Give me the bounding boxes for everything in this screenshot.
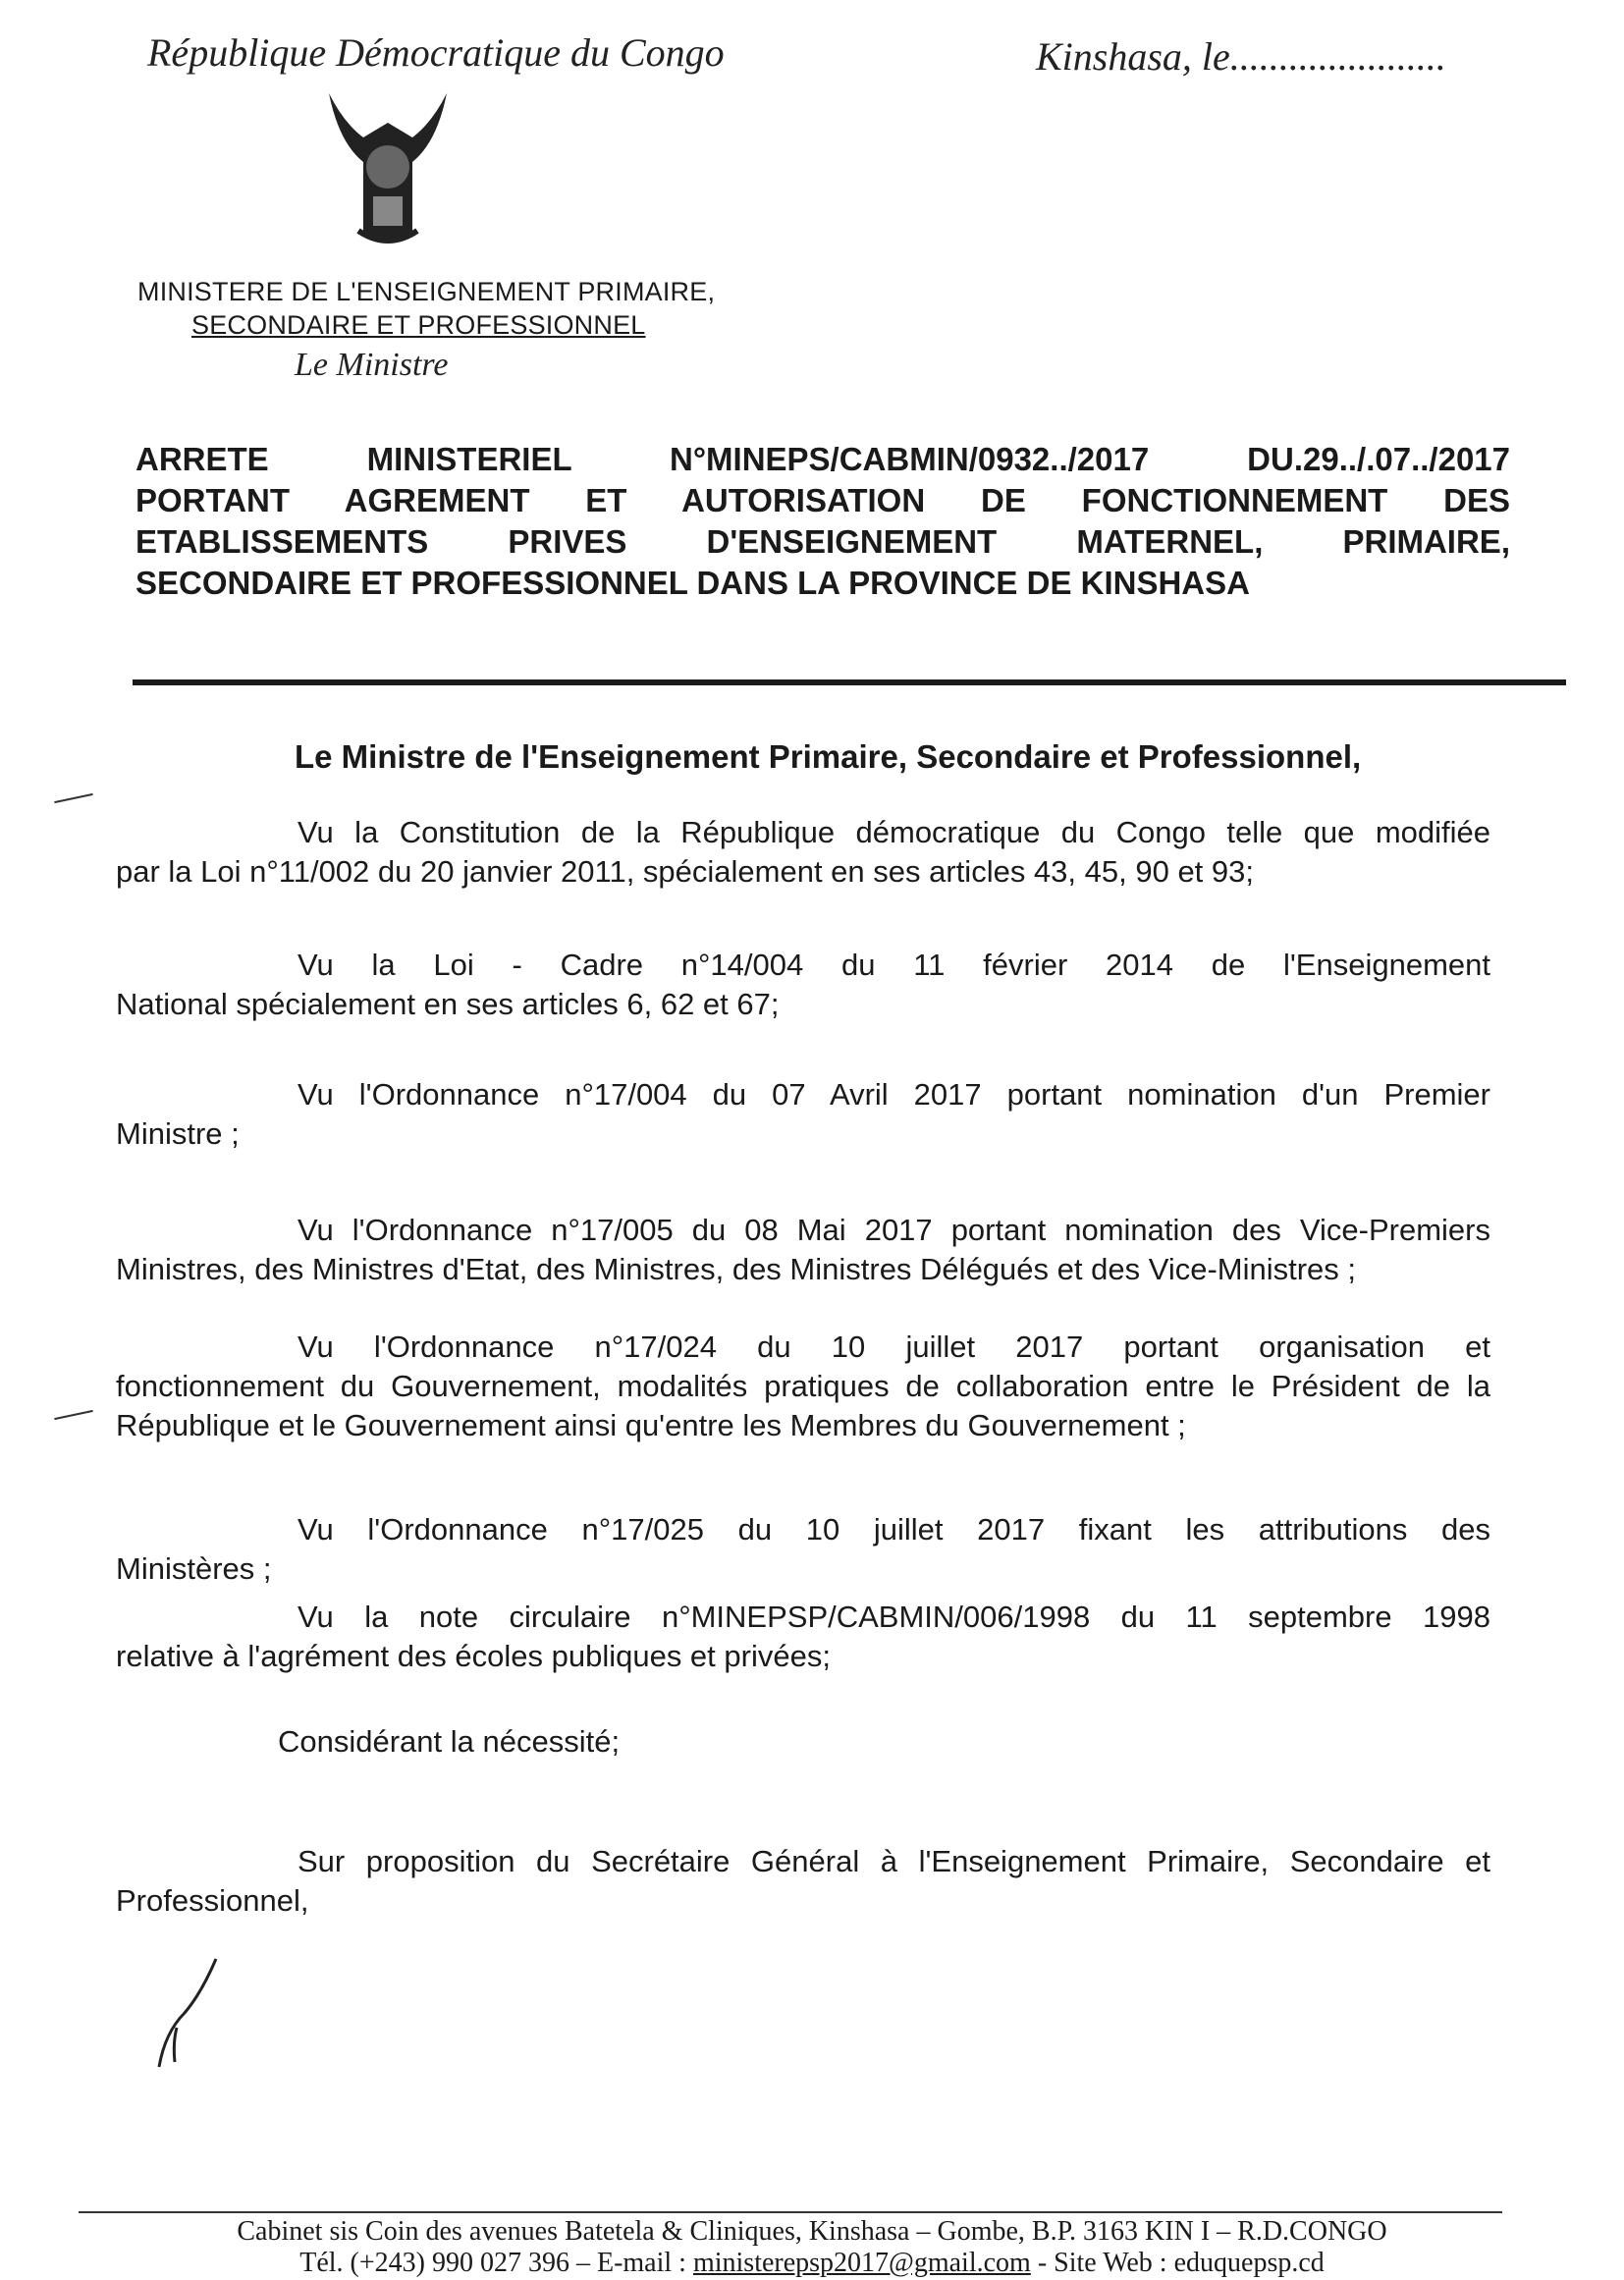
paragraph-first-line: Vu la Loi - Cadre n°14/004 du 11 février 2014 de l'Enseignement	[298, 948, 1490, 982]
place-date: Kinshasa, le......................	[1036, 34, 1446, 79]
paragraph-ordonnance-005	[116, 1211, 1490, 1289]
paragraph-rest: Professionnel,	[116, 1883, 309, 1918]
paragraph-proposal	[116, 1842, 1490, 1921]
handwritten-initial	[147, 1954, 226, 2072]
paragraph-ordonnance-025	[116, 1510, 1490, 1589]
ministry-line1: MINISTERE DE L'ENSEIGNEMENT PRIMAIRE,	[137, 277, 716, 306]
margin-mark	[54, 1410, 93, 1420]
footer-contact	[0, 2247, 1624, 2280]
minister-heading: Le Ministre de l'Enseignement Primaire, Secondaire et Professionnel,	[295, 738, 1362, 775]
footer-divider	[79, 2211, 1502, 2213]
paragraph-note-circulaire	[116, 1598, 1490, 1676]
ministry-line2: SECONDAIRE ET PROFESSIONNEL	[191, 310, 646, 340]
paragraph-first-line: Vu l'Ordonnance n°17/004 du 07 Avril 2017 portant nomination d'un Premier	[298, 1077, 1490, 1112]
national-emblem	[319, 83, 457, 260]
paragraph-rest: National spécialement en ses articles 6, 62 et 67;	[116, 987, 780, 1021]
paragraph-rest: relative à l'agrément des écoles publiques et privées;	[116, 1639, 831, 1673]
paragraph-ordonnance-004	[116, 1075, 1490, 1154]
ministry-block	[137, 275, 715, 342]
paragraph-rest: Ministre ;	[116, 1116, 240, 1151]
paragraph-first-line: Sur proposition du Secrétaire Général à l'Enseignement Primaire, Secondaire et	[298, 1844, 1490, 1878]
title-line-4: SECONDAIRE ET PROFESSIONNEL DANS LA PROVINCE DE KINSHASA	[135, 565, 1250, 601]
title-line-3: ETABLISSEMENTS PRIVES D'ENSEIGNEMENT MATERNEL, PRIMAIRE,	[135, 523, 1510, 560]
paragraph-ordonnance-024	[116, 1328, 1490, 1445]
footer-address: Cabinet sis Coin des avenues Batetela & Cliniques, Kinshasa – Gombe, B.P. 3163 KIN I – R.D.CONGO	[237, 2216, 1387, 2247]
paragraph-rest: Ministères ;	[116, 1551, 272, 1586]
paragraph-loi-cadre	[116, 946, 1490, 1024]
footer-email-link[interactable]: ministerepsp2017@gmail.com	[692, 2248, 1031, 2278]
decree-title	[135, 439, 1510, 604]
paragraph-rest: Ministres, des Ministres d'Etat, des Ministres, des Ministres Délégués et des Vice-Ministres ;	[116, 1252, 1357, 1286]
paragraph-rest: par la Loi n°11/002 du 20 janvier 2011, spécialement en ses articles 43, 45, 90 et 93;	[116, 854, 1255, 889]
title-line-1: ARRETE MINISTERIEL N°MINEPS/CABMIN/0932../2017 DU.29../.07../2017	[135, 441, 1510, 477]
paragraph-rest: fonctionnement du Gouvernement, modalités pratiques de collaboration entre le Président de la République et le Gouvernement ainsi qu'entre les Membres du Gouvernement ;	[116, 1369, 1490, 1442]
considering-line: Considérant la nécessité;	[278, 1724, 621, 1759]
paragraph-first-line: Vu l'Ordonnance n°17/024 du 10 juillet 2017 portant organisation et	[298, 1330, 1490, 1364]
footer-phone: Tél. (+243) 990 027 396 – E-mail :	[299, 2248, 693, 2278]
title-line-2: PORTANT AGREMENT ET AUTORISATION DE FONCTIONNEMENT DES	[135, 482, 1510, 518]
paragraph-constitution	[116, 813, 1490, 892]
paragraph-first-line: Vu la Constitution de la République démocratique du Congo telle que modifiée	[298, 815, 1490, 849]
paragraph-first-line: Vu l'Ordonnance n°17/005 du 08 Mai 2017 portant nomination des Vice-Premiers	[298, 1213, 1490, 1247]
republic-heading: République Démocratique du Congo	[147, 30, 725, 75]
paragraph-first-line: Vu la note circulaire n°MINEPSP/CABMIN/006/1998 du 11 septembre 1998	[298, 1600, 1490, 1634]
title-divider	[133, 679, 1566, 685]
paragraph-first-line: Vu l'Ordonnance n°17/025 du 10 juillet 2017 fixant les attributions des	[298, 1512, 1490, 1547]
footer-website: - Site Web : eduquepsp.cd	[1030, 2248, 1325, 2278]
margin-mark	[54, 793, 93, 803]
minister-signature: Le Ministre	[295, 347, 449, 383]
